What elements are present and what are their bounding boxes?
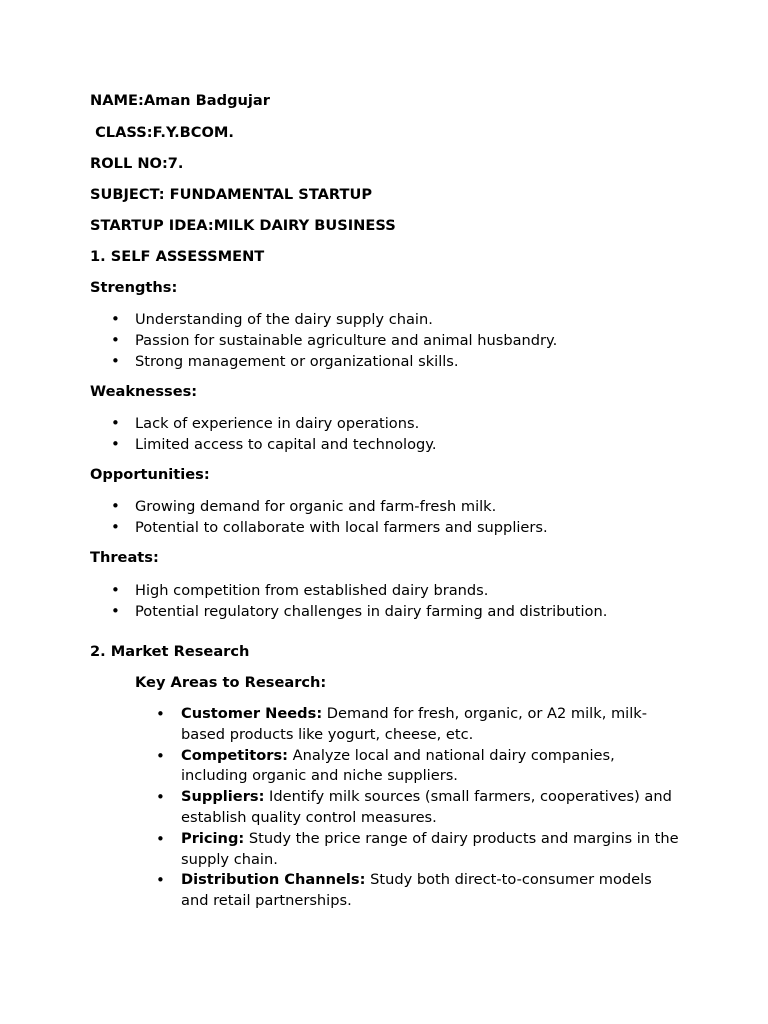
startup-idea: STARTUP IDEA:MILK DAIRY BUSINESS: [90, 217, 396, 234]
weaknesses-heading: Weaknesses:: [90, 383, 198, 400]
list-item-text: Demand for fresh, organic, or A2 milk, milk-based products like yogurt, cheese, etc.: [181, 705, 648, 743]
list-item: • Understanding of the dairy supply chain.: [90, 309, 557, 330]
student-name: NAME:Aman Badgujar: [90, 92, 270, 109]
list-item-term: Suppliers:: [181, 788, 265, 806]
list-item: • High competition from established dairy brands.: [90, 580, 607, 601]
list-item-text: Identify milk sources (small farmers, cooperatives) and establish quality control measures.: [181, 788, 672, 826]
roll-number: ROLL NO:7.: [90, 155, 184, 172]
list-item: • Lack of experience in dairy operations.: [90, 413, 437, 434]
threats-list: [90, 580, 607, 622]
opportunities-heading: Opportunities:: [90, 466, 210, 483]
list-item-term: Customer Needs:: [181, 705, 323, 722]
opportunities-list: [90, 496, 548, 538]
market-research-list: [135, 704, 680, 912]
strengths-heading: Strengths:: [90, 279, 178, 296]
key-areas-heading: Key Areas to Research:: [135, 674, 327, 691]
list-item: • Growing demand for organic and farm-fresh milk.: [90, 496, 548, 517]
list-item: • Limited access to capital and technology.: [90, 434, 437, 455]
list-item-term: Distribution Channels:: [181, 871, 366, 889]
list-item-text: Study the price range of dairy products and margins in the supply chain.: [181, 829, 679, 868]
list-item-text: Study both direct-to-consumer models and retail partnerships.: [181, 871, 652, 910]
list-item-term: Competitors:: [181, 746, 288, 764]
list-item: [135, 829, 680, 871]
list-item: • Passion for sustainable agriculture and animal husbandry.: [90, 330, 557, 351]
weaknesses-list: [90, 413, 437, 455]
list-item: • Potential regulatory challenges in dairy farming and distribution.: [90, 601, 607, 622]
list-item: [135, 704, 680, 746]
strengths-list: [90, 309, 557, 372]
list-item: [135, 787, 680, 829]
student-class: CLASS:F.Y.BCOM.: [90, 124, 234, 141]
section-market-research-title: 2. Market Research: [90, 643, 250, 660]
section-self-assessment-title: 1. SELF ASSESSMENT: [90, 248, 265, 265]
list-item: • Strong management or organizational skills.: [90, 351, 557, 372]
list-item-term: Pricing:: [181, 829, 245, 847]
list-item: • Potential to collaborate with local farmers and suppliers.: [90, 517, 548, 538]
list-item-text: Analyze local and national dairy companies, including organic and niche suppliers.: [181, 746, 615, 785]
list-item: [135, 746, 680, 788]
subject: SUBJECT: FUNDAMENTAL STARTUP: [90, 186, 373, 203]
threats-heading: Threats:: [90, 549, 159, 566]
list-item: [135, 870, 680, 912]
